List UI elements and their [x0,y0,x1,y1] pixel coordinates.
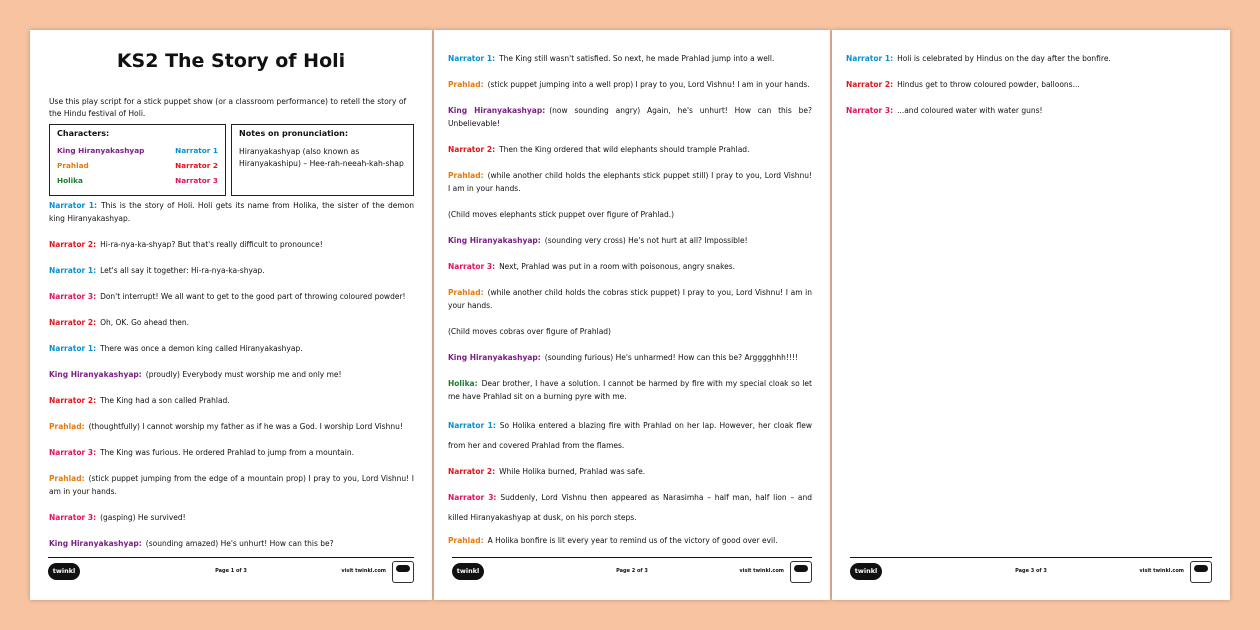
speaker-label: Prahlad: [49,474,85,483]
dialogue-line [846,104,1212,117]
character-name: Holika [57,176,83,185]
pronunciation-heading: Notes on pronunciation: [239,129,349,138]
speaker-label: Prahlad: [49,422,85,431]
line-text: (gasping) He survived! [100,513,186,522]
speaker-label: King Hiranyakashyap: [448,353,541,362]
speaker-label: Prahlad: [448,288,484,297]
speaker-label: Narrator 3: [49,448,97,457]
dialogue-line [49,264,414,277]
line-text: Next, Prahlad was put in a room with poisonous, angry snakes. [499,262,736,271]
line-text: Holi is celebrated by Hindus on the day after the bonfire. [897,54,1111,63]
dialogue-line [448,52,812,65]
stage-direction [448,325,812,338]
page-footer [48,557,414,587]
page-1 [30,30,432,600]
dialogue-line [49,511,414,524]
speaker-label: Narrator 1: [49,344,97,353]
dialogue-line [448,234,812,247]
twinkl-logo: twinkl [48,563,80,580]
speaker-label: Narrator 1: [448,421,496,430]
line-text: Hi-ra-nya-ka-shyap? But that's really difficult to pronounce! [100,240,323,249]
dialogue-line [49,199,414,225]
speaker-label: Narrator 1: [448,54,496,63]
page-2 [434,30,830,600]
twinkl-logo: twinkl [850,563,882,580]
characters-heading: Characters: [57,129,110,138]
dialogue [49,199,414,563]
twinkl-logo: twinkl [452,563,484,580]
speaker-label: Narrator 1: [49,266,97,275]
speaker-label: King Hiranyakashyap: [49,370,142,379]
dialogue-line [448,462,812,482]
speaker-label: Narrator 2: [448,467,496,476]
page-3 [832,30,1230,600]
line-text: Suddenly, Lord Vishnu then appeared as Narasimha – half man, half lion – and killed Hiranyakashyap at dusk, on his porch steps. [448,493,812,522]
line-text: ...and coloured water with water guns! [897,106,1043,115]
quality-badge-icon [790,561,812,583]
line-text: A Holika bonfire is lit every year to remind us of the victory of good over evil. [487,536,778,545]
quality-badge-icon [392,561,414,583]
dialogue-line [49,446,414,459]
line-text: While Holika burned, Prahlad was safe. [499,467,646,476]
quality-badge-icon [1190,561,1212,583]
line-text: (stick puppet jumping from the edge of a mountain prop) I pray to you, Lord Vishnu! I am in your hands. [49,474,414,496]
line-text: This is the story of Holi. Holi gets its name from Holika, the sister of the demon king Hiranyakashyap. [49,201,414,223]
dialogue-line [49,290,414,303]
line-text: (while another child holds the cobras stick puppet) I pray to you, Lord Vishnu! I am in your hands. [448,288,812,310]
dialogue-line [49,368,414,381]
dialogue [846,52,1212,130]
speaker-label: Prahlad: [448,80,484,89]
speaker-label: Narrator 2: [49,318,97,327]
speaker-label: King Hiranyakashyap: [448,236,541,245]
dialogue-line [448,169,812,195]
pronunciation-box [231,124,414,196]
line-text: (sounding very cross) He's not hurt at all? Impossible! [544,236,748,245]
visit-link[interactable]: visit twinkl.com [1139,568,1184,574]
line-text: Then the King ordered that wild elephants should trample Prahlad. [499,145,750,154]
line-text: There was once a demon king called Hiranyakashyap. [100,344,303,353]
dialogue-line [49,420,414,433]
stage-direction [448,208,812,221]
line-text: (while another child holds the elephants stick puppet still) I pray to you, Lord Vishnu! I am in your hands. [448,171,812,193]
dialogue-line [448,377,812,403]
dialogue-line [448,143,812,156]
line-text: Hindus get to throw coloured powder, balloons... [897,80,1080,89]
line-text: (stick puppet jumping into a well prop) I pray to you, Lord Vishnu! I am in your hands. [487,80,810,89]
line-text: So Holika entered a blazing fire with Prahlad on her lap. However, her cloak flew from her and covered Prahlad from the flames. [448,421,812,450]
speaker-label: Holika: [448,379,478,388]
dialogue-line [448,104,812,130]
visit-link[interactable]: visit twinkl.com [739,568,784,574]
line-text: The King had a son called Prahlad. [100,396,230,405]
speaker-label: Narrator 3: [448,262,496,271]
speaker-label: Narrator 3: [49,292,97,301]
speaker-label: Narrator 2: [49,396,97,405]
line-text: (now sounding angry) Again, he's unhurt! How can this be? Unbelievable! [448,106,812,128]
speaker-label: Narrator 3: [448,493,497,502]
speaker-label: Narrator 2: [49,240,97,249]
dialogue-line [448,260,812,273]
dialogue-line [846,78,1212,91]
dialogue-line [49,342,414,355]
dialogue-line [49,394,414,407]
dialogue-line [49,537,414,550]
dialogue-line [49,316,414,329]
page-number: Page 1 of 3 [215,568,247,574]
speaker-label: Narrator 3: [846,106,894,115]
dialogue-line [49,472,414,498]
dialogue-line [448,488,812,528]
line-text: Don't interrupt! We all want to get to the good part of throwing coloured powder! [100,292,406,301]
speaker-label: Narrator 3: [49,513,97,522]
character-name: King Hiranyakashyap [57,146,145,155]
line-text: (Child moves cobras over figure of Prahlad) [448,327,611,336]
line-text: (sounding furious) He's unharmed! How can this be? Argggghhh!!!! [544,353,798,362]
visit-link[interactable]: visit twinkl.com [341,568,386,574]
dialogue-line [448,534,812,547]
character-name: Narrator 2 [175,161,218,170]
speaker-label: King Hiranyakashyap: [448,106,546,115]
speaker-label: Prahlad: [448,536,484,545]
line-text: Oh, OK. Go ahead then. [100,318,190,327]
line-text: (sounding amazed) He's unhurt! How can this be? [145,539,334,548]
intro-text: Use this play script for a stick puppet show (or a classroom performance) to retell the story of the Hindu festival of Holi. [49,97,407,118]
characters-list [57,146,218,185]
speaker-label: Narrator 1: [49,201,98,210]
dialogue-line [448,286,812,312]
characters-box [49,124,226,196]
page-footer [850,557,1212,587]
line-text: (thoughtfully) I cannot worship my father as if he was a God. I worship Lord Vishnu! [88,422,403,431]
dialogue-line [448,416,812,456]
speaker-label: Prahlad: [448,171,484,180]
line-text: Let's all say it together: Hi-ra-nya-ka-shyap. [100,266,265,275]
document-title: KS2 The Story of Holi [116,50,346,72]
line-text: The King was furious. He ordered Prahlad to jump from a mountain. [100,448,354,457]
line-text: Dear brother, I have a solution. I cannot be harmed by fire with my special cloak so let me have Prahlad sit on a burning pyre with me. [448,379,812,401]
page-number: Page 3 of 3 [1015,568,1047,574]
dialogue-line [49,238,414,251]
line-text: (Child moves elephants stick puppet over figure of Prahlad.) [448,210,675,219]
speaker-label: Narrator 2: [846,80,894,89]
line-text: The King still wasn't satisfied. So next, he made Prahlad jump into a well. [499,54,775,63]
page-footer [452,557,812,587]
character-name: Prahlad [57,161,89,170]
dialogue-line [448,351,812,364]
pronunciation-text: Hiranyakashyap (also known as Hiranyakashipu) – Hee-rah-neeah-kah-shap [239,147,404,168]
speaker-label: Narrator 1: [846,54,894,63]
character-name: Narrator 1 [175,146,218,155]
character-name: Narrator 3 [175,176,218,185]
dialogue-line [448,78,812,91]
dialogue [448,52,812,560]
line-text: (proudly) Everybody must worship me and only me! [145,370,342,379]
speaker-label: King Hiranyakashyap: [49,539,142,548]
page-number: Page 2 of 3 [616,568,648,574]
speaker-label: Narrator 2: [448,145,496,154]
dialogue-line [846,52,1212,65]
